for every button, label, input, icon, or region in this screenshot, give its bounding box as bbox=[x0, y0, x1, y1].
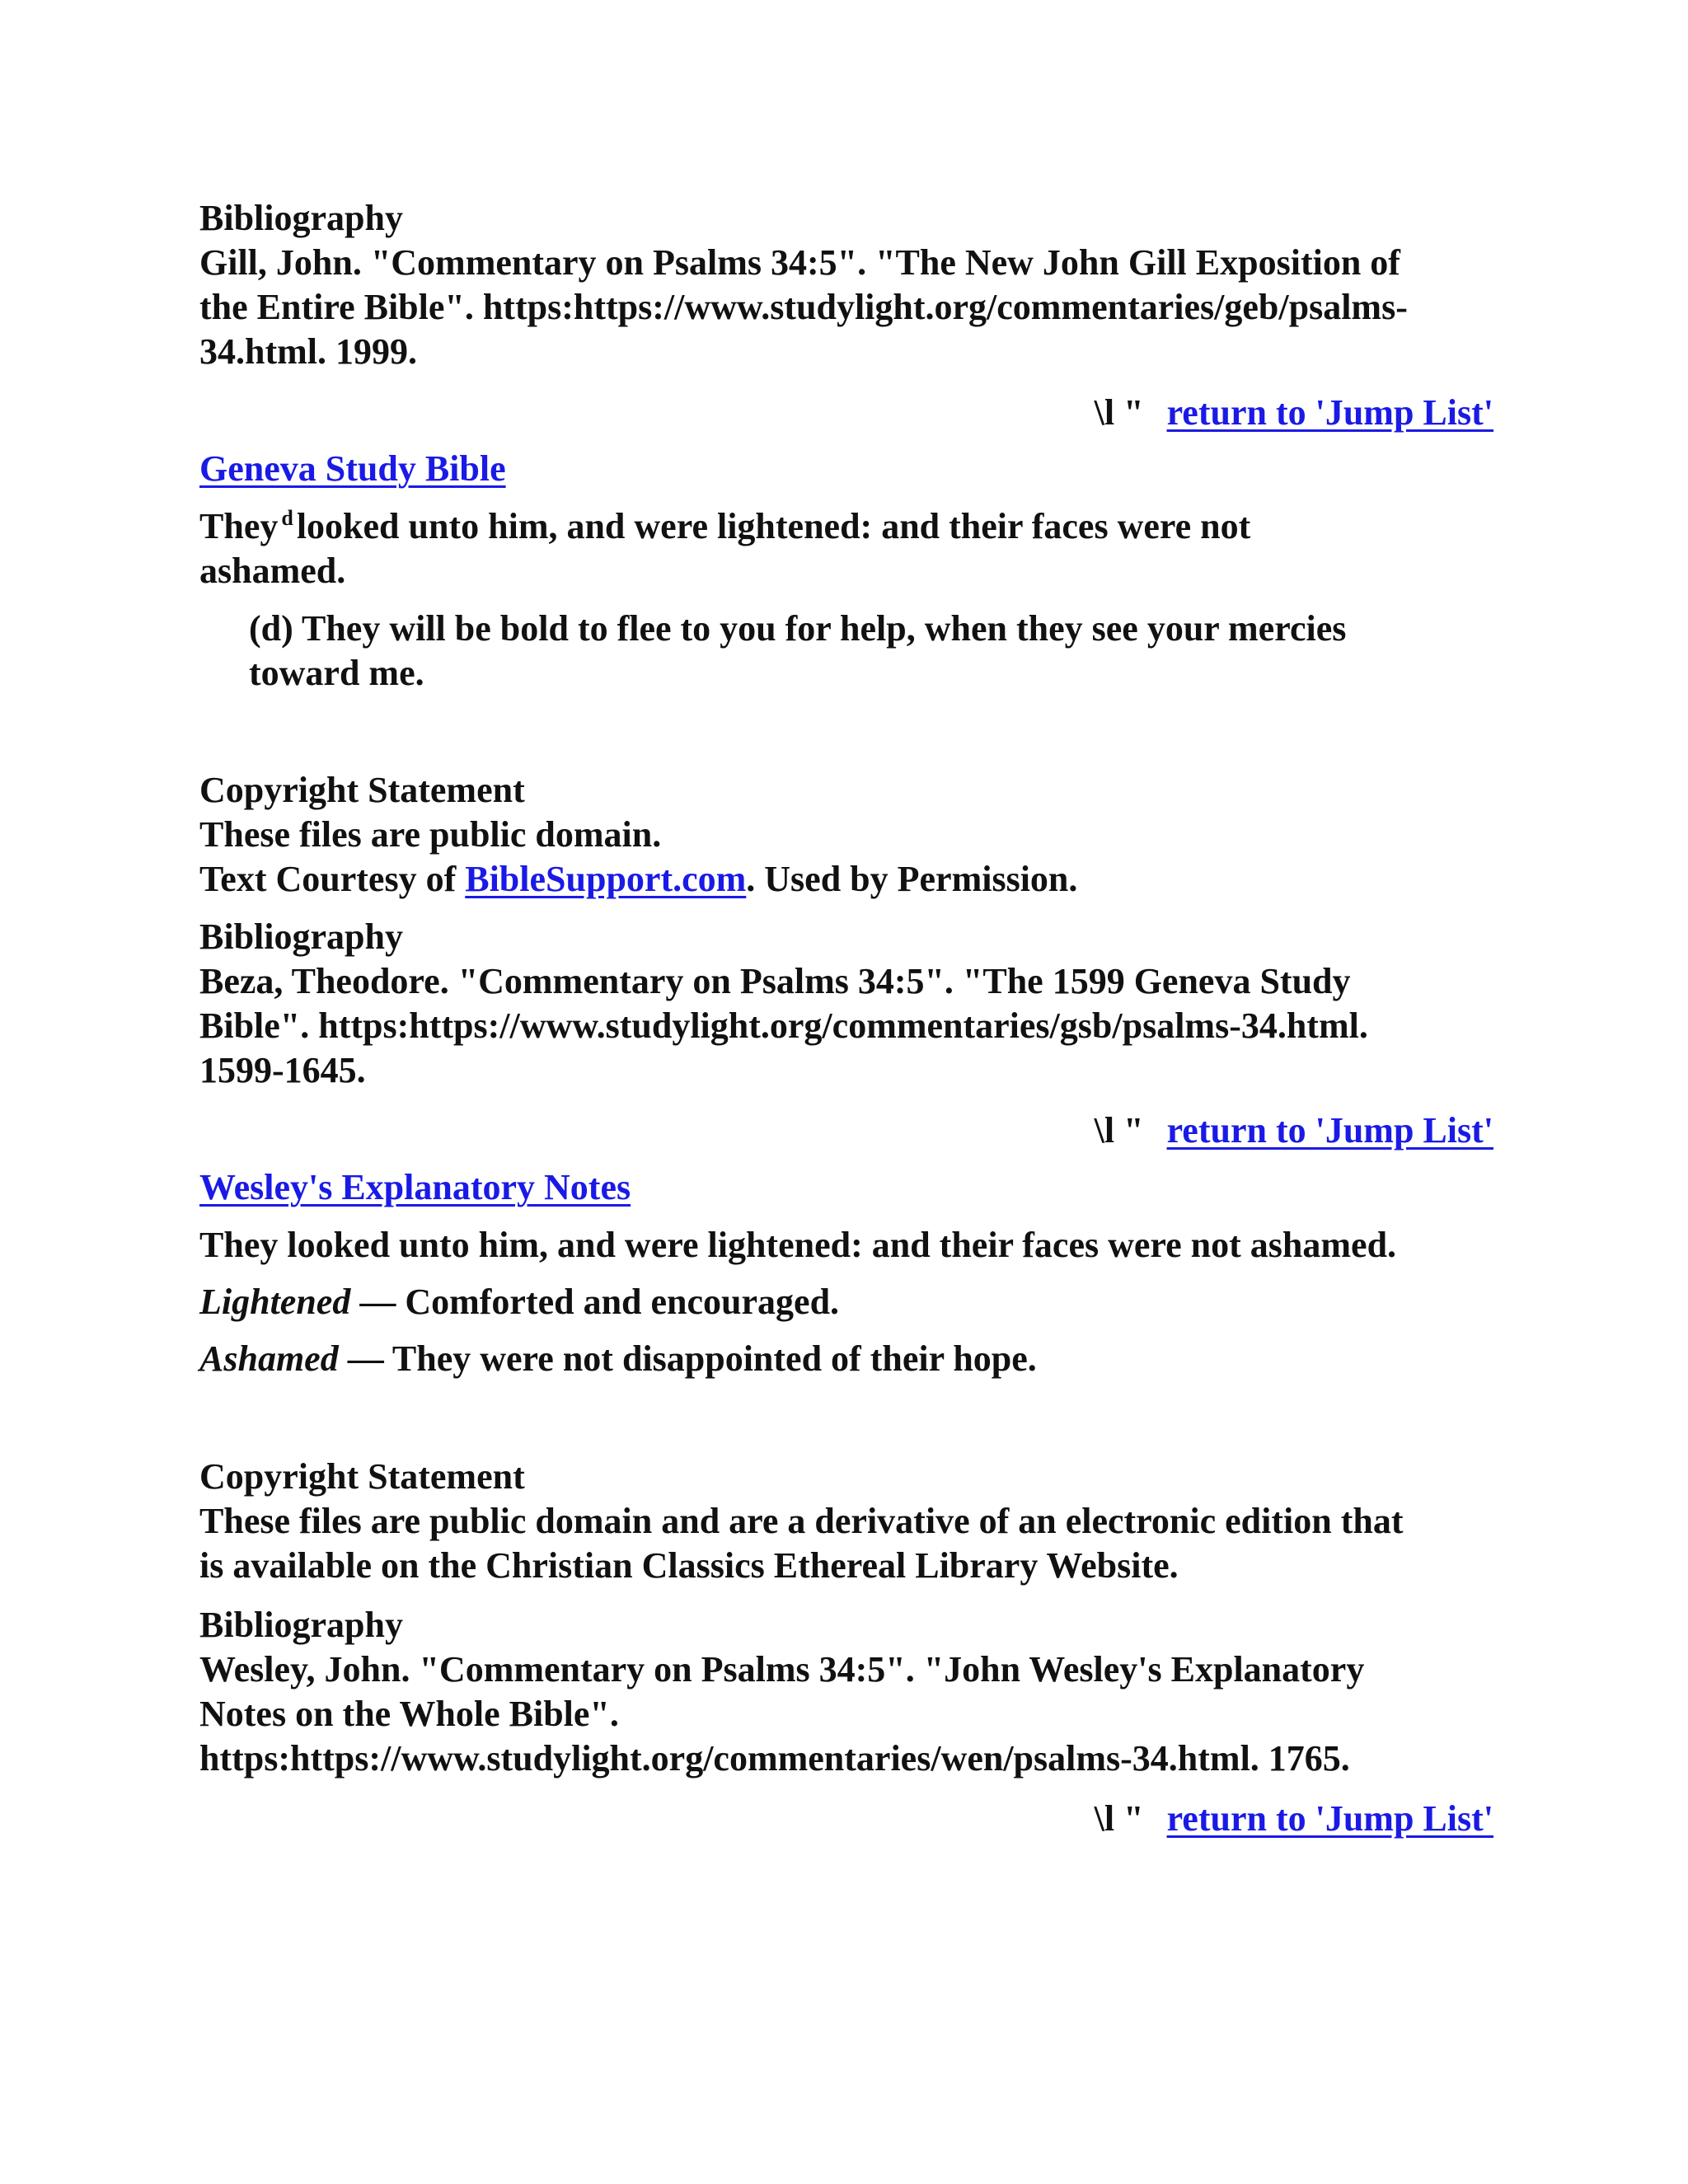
note-line bbox=[199, 1337, 1493, 1381]
return-to-jump-list-link[interactable]: return to 'Jump List' bbox=[1166, 1798, 1493, 1839]
courtesy-suffix: . Used by Permission. bbox=[746, 859, 1078, 899]
copyright-heading: Copyright Statement bbox=[199, 770, 525, 810]
copyright-heading: Copyright Statement bbox=[199, 1456, 525, 1497]
return-to-jump-list-link[interactable]: return to 'Jump List' bbox=[1166, 1110, 1493, 1151]
verse-line bbox=[199, 504, 1493, 549]
courtesy-line bbox=[199, 857, 1493, 902]
wesley-note-ashamed bbox=[199, 1337, 1493, 1381]
gill-bibliography bbox=[199, 196, 1493, 374]
biblesupport-link[interactable]: BibleSupport.com bbox=[465, 859, 747, 899]
note-term: Ashamed bbox=[199, 1338, 339, 1379]
courtesy-prefix: Text Courtesy of bbox=[199, 859, 466, 899]
field-code-marker: \l " bbox=[1094, 392, 1144, 433]
footnote-marker: d bbox=[281, 506, 293, 531]
wesley-section-title bbox=[199, 1165, 1493, 1210]
bibliography-text-line: Beza, Theodore. "Commentary on Psalms 34:5". "The 1599 Geneva Study bbox=[199, 961, 1351, 1001]
footnote-line: toward me. bbox=[249, 653, 424, 693]
copyright-text: These files are public domain and are a derivative of an electronic edition that bbox=[199, 1501, 1404, 1541]
geneva-footnote bbox=[249, 607, 1493, 696]
bibliography-text-line: 34.html. 1999. bbox=[199, 331, 417, 372]
geneva-copyright bbox=[199, 768, 1493, 902]
copyright-text: is available on the Christian Classics Ethereal Library Website. bbox=[199, 1545, 1179, 1586]
wesleys-explanatory-notes-link[interactable]: Wesley's Explanatory Notes bbox=[199, 1167, 631, 1207]
verse-rest: looked unto him, and were lightened: and their faces were not bbox=[296, 506, 1251, 546]
wesley-bibliography bbox=[199, 1603, 1493, 1781]
return-row bbox=[199, 1797, 1493, 1841]
wesley-copyright bbox=[199, 1455, 1493, 1588]
verse-line: They looked unto him, and were lightened: and their faces were not ashamed. bbox=[199, 1225, 1397, 1265]
return-row bbox=[199, 391, 1493, 435]
bibliography-text-line: https:https://www.studylight.org/commentaries/wen/psalms-34.html. 1765. bbox=[199, 1738, 1350, 1779]
verse-start: They bbox=[199, 506, 279, 546]
geneva-study-bible-link[interactable]: Geneva Study Bible bbox=[199, 448, 506, 489]
return-row bbox=[199, 1108, 1493, 1153]
wesley-verse bbox=[199, 1223, 1493, 1268]
wesley-note-lightened bbox=[199, 1280, 1493, 1324]
bibliography-text-line: the Entire Bible". https:https://www.studylight.org/commentaries/geb/psalms- bbox=[199, 287, 1408, 327]
note-text: — They were not disappointed of their hope. bbox=[338, 1338, 1037, 1379]
note-line bbox=[199, 1280, 1493, 1324]
bibliography-text-line: Notes on the Whole Bible". bbox=[199, 1694, 619, 1734]
verse-line: ashamed. bbox=[199, 551, 346, 591]
bibliography-text-line: Wesley, John. "Commentary on Psalms 34:5". "John Wesley's Explanatory bbox=[199, 1649, 1365, 1690]
field-code-marker: \l " bbox=[1094, 1798, 1144, 1839]
return-to-jump-list-link[interactable]: return to 'Jump List' bbox=[1166, 392, 1493, 433]
bibliography-text-line: Bible". https:https://www.studylight.org/commentaries/gsb/psalms-34.html. bbox=[199, 1005, 1368, 1046]
note-term: Lightened bbox=[199, 1282, 351, 1322]
bibliography-text-line: Gill, John. "Commentary on Psalms 34:5". "The New John Gill Exposition of bbox=[199, 242, 1400, 283]
geneva-section-title bbox=[199, 447, 1493, 491]
bibliography-heading: Bibliography bbox=[199, 916, 403, 957]
bibliography-heading: Bibliography bbox=[199, 1605, 403, 1645]
bibliography-text-line: 1599-1645. bbox=[199, 1050, 366, 1090]
note-text: — Comforted and encouraged. bbox=[350, 1282, 840, 1322]
geneva-bibliography bbox=[199, 915, 1493, 1093]
footnote-line: (d) They will be bold to flee to you for help, when they see your mercies bbox=[249, 608, 1347, 649]
field-code-marker: \l " bbox=[1094, 1110, 1144, 1151]
copyright-text: These files are public domain. bbox=[199, 814, 662, 855]
geneva-verse bbox=[199, 504, 1493, 593]
bibliography-heading: Bibliography bbox=[199, 198, 403, 238]
